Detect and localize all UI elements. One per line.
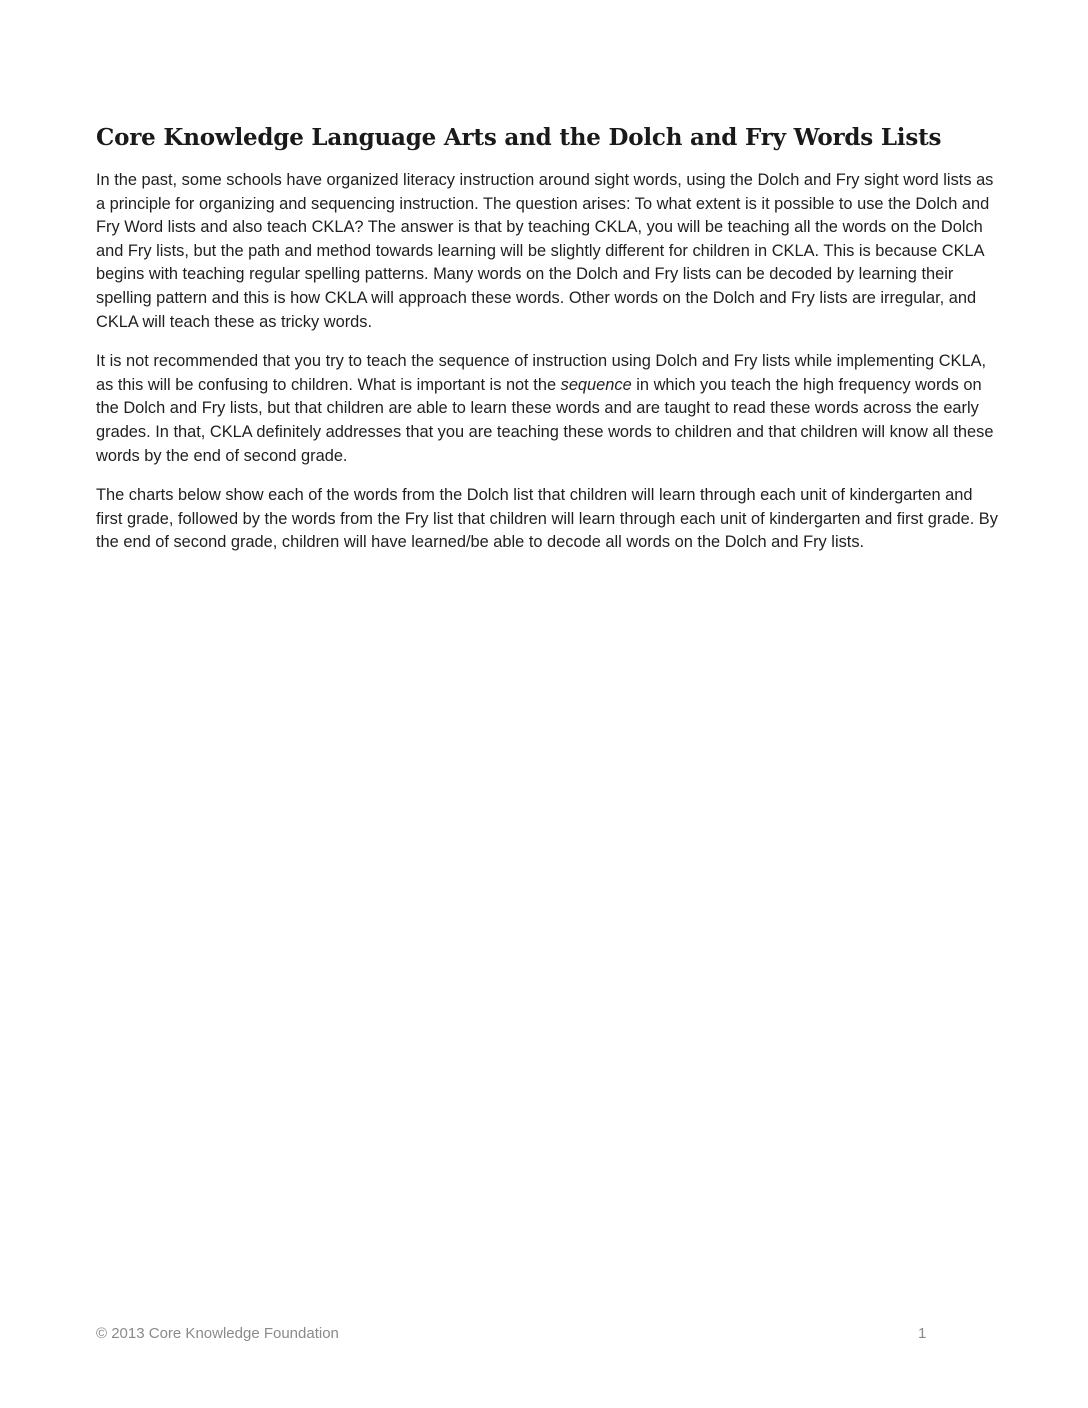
emphasis-sequence: sequence — [560, 375, 632, 394]
paragraph-intro: In the past, some schools have organized literacy instruction around sight words, using the Dolch and Fry sight word lists as a principle for organizing and sequencing instruction. The question arises: To what extent is it possible to use the Dolch and Fry Word lists and also teach CKLA? The answer is that by teaching CKLA, you will be teaching all the words on the Dolch and Fry lists, but the path and method towards learning will be slightly different for children in CKLA. This is because CKLA begins with teaching regular spelling patterns. Many words on the Dolch and Fry lists can be decoded by learning their spelling pattern and this is how CKLA will approach these words. Other words on the Dolch and Fry lists are irregular, and CKLA will teach these as tricky words. — [96, 171, 994, 331]
document-title: Core Knowledge Language Arts and the Dolch and Fry Words Lists — [96, 124, 942, 151]
document-body — [96, 124, 1001, 571]
footer-copyright: © 2013 Core Knowledge Foundation — [96, 1325, 339, 1342]
paragraph-charts: The charts below show each of the words from the Dolch list that children will learn through each unit of kindergarten and first grade, followed by the words from the Fry list that children will learn through each unit of kindergarten and first grade. By the end of second grade, children will have learned/be able to decode all words on the Dolch and Fry lists. — [96, 486, 998, 552]
paragraph-recommendation-start: It is not recommended that you try to teach the sequence of instruction using Dolch and Fry lists while implementing CKLA, as this will be confusing to children. What is important is not the — [96, 352, 987, 394]
footer-page-number: 1 — [918, 1325, 927, 1342]
paragraph-recommendation-end: in which you teach the high frequency words on the Dolch and Fry lists, but that children are able to learn these words and are taught to read these words across the early grades. In that, CKLA definitely addresses that you are teaching these words to children and that children will know all these words by the end of second grade. — [96, 375, 994, 465]
paragraph-recommendation — [96, 350, 1001, 468]
